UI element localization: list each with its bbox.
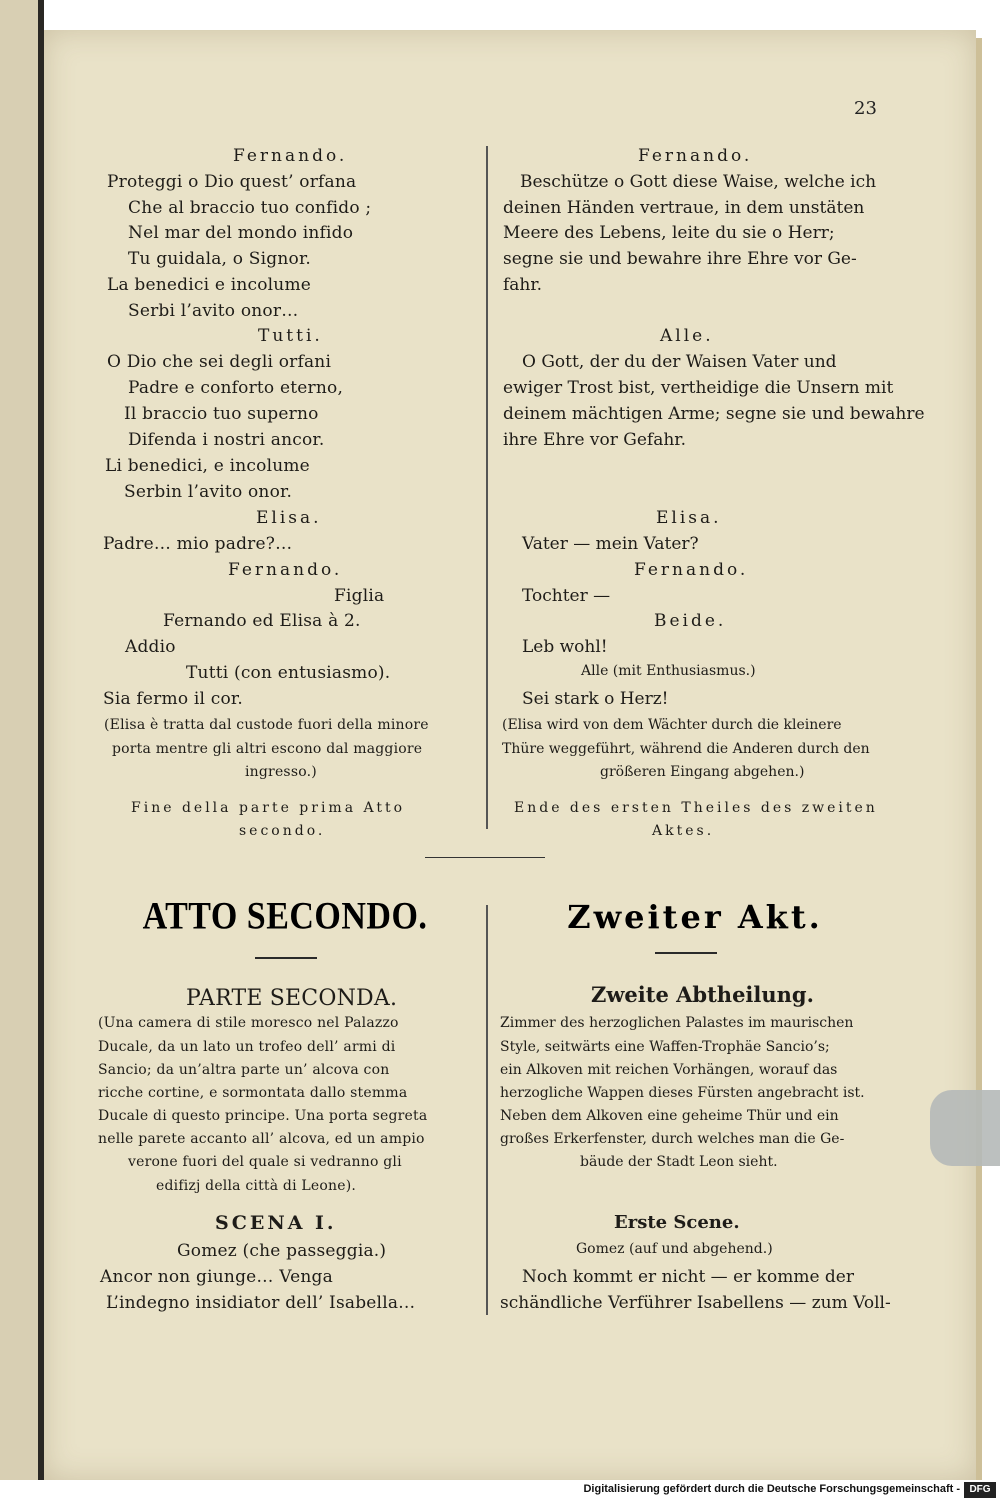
italian-text-line: Padre e conforto eterno, — [128, 378, 344, 398]
italian-text-line: Serbi l’avito onor… — [128, 301, 299, 321]
italian-text-line: Tutti. — [258, 326, 323, 346]
italian-text-line: Difenda i nostri ancor. — [128, 430, 325, 450]
column-divider-bottom — [486, 905, 488, 1315]
german-text-line: Meere des Lebens, leite du sie o Herr; — [503, 223, 835, 243]
italian-text-line: ricche cortine, e sormontata dallo stemma — [98, 1085, 408, 1101]
german-text-line: Erste Scene. — [614, 1212, 740, 1233]
german-text-line: fahr. — [503, 275, 543, 295]
german-text-line: Neben dem Alkoven eine geheime Thür und ein — [500, 1108, 839, 1124]
page-tab-marker — [930, 1090, 1000, 1166]
italian-text-line: La benedici e incolume — [107, 275, 312, 295]
german-text-line: O Gott, der du der Waisen Vater und — [522, 352, 837, 372]
german-text-line: schändliche Verführer Isabellens — zum Voll- — [500, 1293, 891, 1313]
italian-text-line: Ducale, da un lato un trofeo dell’ armi di — [98, 1039, 396, 1055]
italian-text-line: SCENA I. — [215, 1212, 337, 1234]
german-text-line: (Elisa wird von dem Wächter durch die kleinere — [502, 717, 842, 733]
italian-text-line: nelle parete accanto all’ alcova, ed un ampio — [98, 1131, 425, 1147]
italian-text-line: Nel mar del mondo infido — [128, 223, 354, 243]
italian-text-line: Padre… mio padre?… — [103, 534, 293, 554]
german-text-line: ein Alkoven mit reichen Vorhängen, worauf das — [500, 1062, 838, 1078]
german-text-line: Thüre weggeführt, während die Anderen durch den — [502, 741, 870, 757]
italian-text-line: Ancor non giunge… Venga — [100, 1267, 333, 1287]
german-text-line: ihre Ehre vor Gefahr. — [503, 430, 686, 450]
italian-text-line: Fernando. — [228, 560, 343, 580]
german-text-line: Ende des ersten Theiles des zweiten — [514, 800, 878, 816]
act-title-italian: ATTO SECONDO. — [142, 895, 428, 938]
german-text-line: großes Erkerfenster, durch welches man die Ge- — [500, 1131, 845, 1147]
german-text-line: bäude der Stadt Leon sieht. — [580, 1154, 778, 1170]
german-text-line: Fernando. — [634, 560, 749, 580]
italian-text-line: ingresso.) — [245, 764, 317, 780]
page-number: 23 — [854, 98, 877, 119]
italian-text-line: PARTE SECONDA. — [186, 986, 398, 1011]
german-text-line: Zimmer des herzoglichen Palastes im maurischen — [500, 1015, 854, 1031]
italian-text-line: verone fuori del quale si vedranno gli — [128, 1154, 402, 1170]
italian-text-line: Sancio; da un’altra parte un’ alcova con — [98, 1062, 390, 1078]
italian-text-line: Che al braccio tuo confido ; — [128, 198, 372, 218]
italian-text-line: Sia fermo il cor. — [103, 689, 243, 709]
german-text-line: Zweite Abtheilung. — [591, 982, 814, 1007]
german-text-line: deinen Händen vertraue, in dem unstäten — [503, 198, 865, 218]
german-text-line: Vater — mein Vater? — [522, 534, 699, 554]
german-text-line: Aktes. — [652, 823, 715, 839]
act-title-german: Zweiter Akt. — [567, 898, 823, 936]
italian-text-line: Fernando. — [233, 146, 348, 166]
italian-text-line: Proteggi o Dio quest’ orfana — [107, 172, 357, 192]
german-text-line: Leb wohl! — [522, 637, 608, 657]
german-text-line: Tochter — — [522, 586, 611, 606]
dfg-logo: DFG — [964, 1482, 996, 1498]
italian-text-line: porta mentre gli altri escono dal maggiore — [112, 741, 423, 757]
german-text-line: Gomez (auf und abgehend.) — [576, 1241, 773, 1257]
italian-text-line: Fine della parte prima Atto — [131, 800, 406, 816]
footer-credit: Digitalisierung gefördert durch die Deutsche Forschungsgemeinschaft - — [583, 1483, 960, 1495]
italian-text-line: Ducale di questo principe. Una porta segreta — [98, 1108, 428, 1124]
german-text-line: Alle. — [660, 326, 714, 346]
german-text-line: Style, seitwärts eine Waffen-Trophäe Sancio’s; — [500, 1039, 830, 1055]
german-text-line: größeren Eingang abgehen.) — [600, 764, 805, 780]
german-text-line: Sei stark o Herz! — [522, 689, 669, 709]
italian-text-line: Tutti (con entusiasmo). — [186, 663, 391, 683]
german-text-line: herzogliche Wappen dieses Fürsten angebracht ist. — [500, 1085, 865, 1101]
italian-text-line: Serbin l’avito onor. — [124, 482, 293, 502]
italian-text-line: Fernando ed Elisa à 2. — [163, 611, 361, 631]
italian-text-line: (Elisa è tratta dal custode fuori della minore — [104, 717, 429, 733]
section-rule — [425, 857, 545, 858]
italian-text-line: Elisa. — [256, 508, 322, 528]
german-text-line: deinem mächtigen Arme; segne sie und bewahre — [503, 404, 925, 424]
previous-page-edge — [0, 0, 40, 1480]
book-binding — [0, 0, 44, 1480]
german-text-line: Beide. — [654, 611, 727, 631]
german-text-line: Noch kommt er nicht — er komme der — [522, 1267, 854, 1287]
title-rule-left — [255, 957, 317, 959]
german-text-line: ewiger Trost bist, vertheidige die Unsern mit — [503, 378, 894, 398]
german-text-line: Fernando. — [638, 146, 753, 166]
german-text-line: Elisa. — [656, 508, 722, 528]
german-text-line: Alle (mit Enthusiasmus.) — [581, 663, 756, 679]
title-rule-right — [655, 952, 717, 954]
italian-text-line: L’indegno insidiator dell’ Isabella… — [106, 1293, 416, 1313]
italian-text-line: Il braccio tuo superno — [124, 404, 319, 424]
italian-text-line: O Dio che sei degli orfani — [107, 352, 332, 372]
german-text-line: Beschütze o Gott diese Waise, welche ich — [520, 172, 877, 192]
italian-text-line: Li benedici, e incolume — [105, 456, 310, 476]
italian-text-line: (Una camera di stile moresco nel Palazzo — [98, 1015, 399, 1031]
italian-text-line: Figlia — [334, 586, 385, 606]
italian-text-line: Addio — [125, 637, 176, 657]
footer-bar — [0, 1480, 1000, 1501]
column-divider-top — [486, 146, 488, 829]
italian-text-line: Tu guidala, o Signor. — [128, 249, 312, 269]
german-text-line: segne sie und bewahre ihre Ehre vor Ge- — [503, 249, 857, 269]
italian-text-line: edifizj della città di Leone). — [156, 1178, 357, 1194]
italian-text-line: Gomez (che passeggia.) — [177, 1241, 387, 1261]
italian-text-line: secondo. — [239, 823, 326, 839]
